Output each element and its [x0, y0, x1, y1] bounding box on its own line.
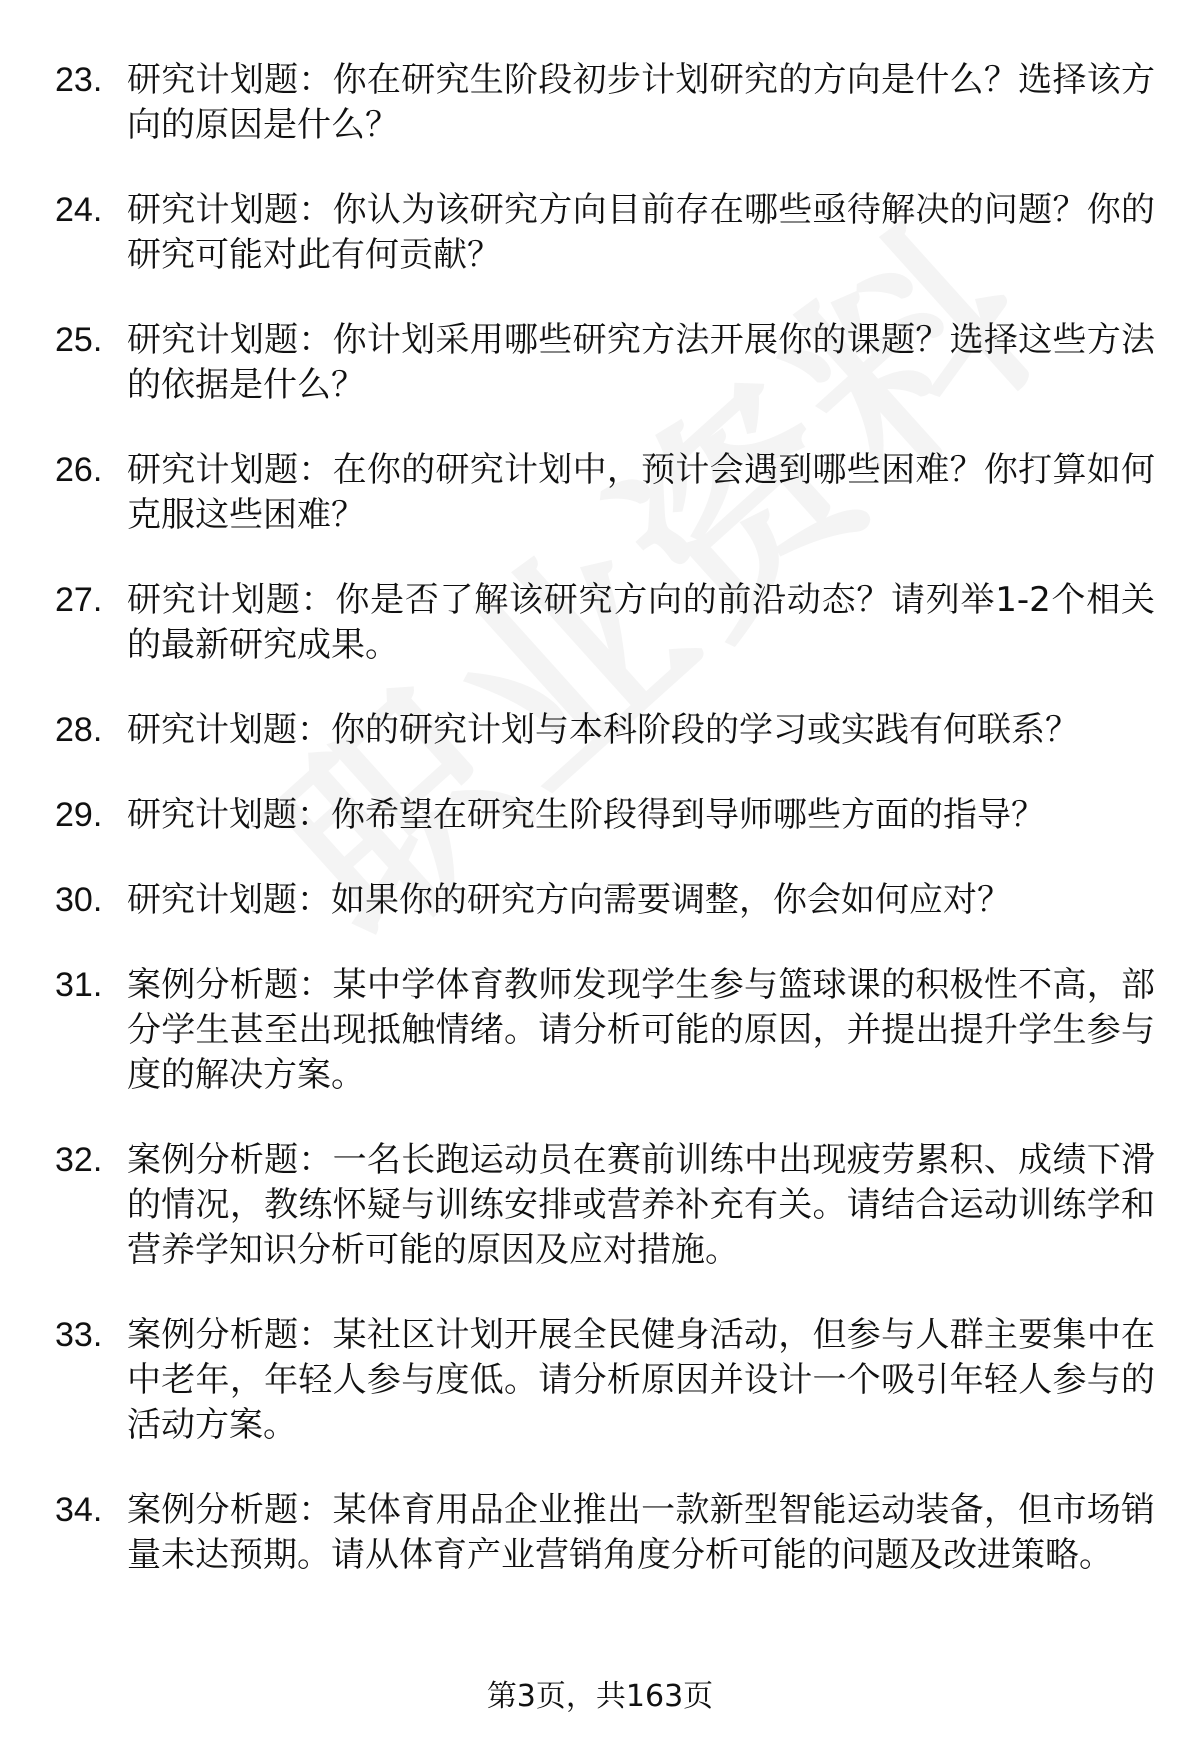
question-text: 研究计划题：你的研究计划与本科阶段的学习或实践有何联系？: [127, 710, 1079, 750]
question-number: 26.: [55, 451, 103, 489]
question-text: 研究计划题：你在研究生阶段初步计划研究的方向是什么？选择该方向的原因是什么？: [127, 60, 1155, 145]
question-number: 33.: [55, 1316, 103, 1354]
list-item: [55, 708, 1155, 753]
list-item: [55, 318, 1155, 408]
list-item: [55, 878, 1155, 923]
question-number: 25.: [55, 321, 103, 359]
question-number: 30.: [55, 881, 103, 919]
question-text: 研究计划题：在你的研究计划中，预计会遇到哪些困难？你打算如何克服这些困难？: [127, 450, 1155, 535]
list-item: [55, 58, 1155, 148]
page-footer: 第3页，共163页: [486, 1679, 714, 1714]
question-text: 案例分析题：某体育用品企业推出一款新型智能运动装备，但市场销量未达预期。请从体育产业营销角度分析可能的问题及改进策略。: [127, 1490, 1155, 1575]
list-item: [55, 1138, 1155, 1273]
question-number: 27.: [55, 581, 103, 619]
question-text: 案例分析题：一名长跑运动员在赛前训练中出现疲劳累积、成绩下滑的情况，教练怀疑与训练安排或营养补充有关。请结合运动训练学和营养学知识分析可能的原因及应对措施。: [127, 1140, 1155, 1270]
question-number: 23.: [55, 61, 103, 99]
list-item: [55, 963, 1155, 1098]
question-text: 研究计划题：你是否了解该研究方向的前沿动态？请列举1-2个相关的最新研究成果。: [127, 580, 1155, 665]
list-item: [55, 793, 1155, 838]
list-item: [55, 1313, 1155, 1448]
list-item: [55, 1488, 1155, 1578]
question-text: 研究计划题：你认为该研究方向目前存在哪些亟待解决的问题？你的研究可能对此有何贡献？: [127, 190, 1155, 275]
question-list: [55, 58, 1155, 1618]
question-text: 研究计划题：你希望在研究生阶段得到导师哪些方面的指导？: [127, 795, 1045, 835]
question-number: 31.: [55, 966, 103, 1004]
question-number: 29.: [55, 796, 103, 834]
question-text: 研究计划题：你计划采用哪些研究方法开展你的课题？选择这些方法的依据是什么？: [127, 320, 1155, 405]
question-number: 28.: [55, 711, 103, 749]
question-text: 研究计划题：如果你的研究方向需要调整，你会如何应对？: [127, 880, 1011, 920]
question-text: 案例分析题：某社区计划开展全民健身活动，但参与人群主要集中在中老年，年轻人参与度低。请分析原因并设计一个吸引年轻人参与的活动方案。: [127, 1315, 1155, 1445]
question-number: 24.: [55, 191, 103, 229]
list-item: [55, 578, 1155, 668]
list-item: [55, 188, 1155, 278]
question-number: 34.: [55, 1491, 103, 1529]
question-number: 32.: [55, 1141, 103, 1179]
question-text: 案例分析题：某中学体育教师发现学生参与篮球课的积极性不高，部分学生甚至出现抵触情绪。请分析可能的原因，并提出提升学生参与度的解决方案。: [127, 965, 1155, 1095]
list-item: [55, 448, 1155, 538]
